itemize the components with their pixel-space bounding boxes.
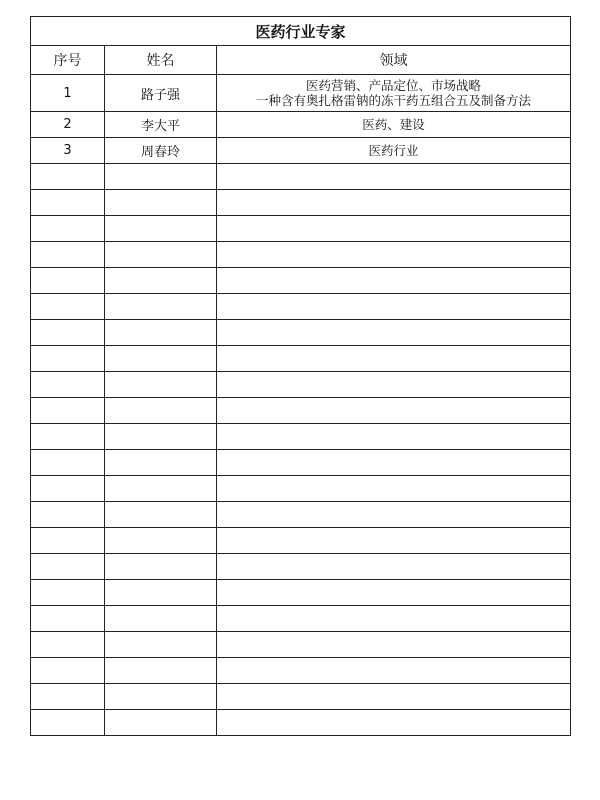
table-row xyxy=(31,164,571,190)
cell-field xyxy=(217,75,571,112)
table-row xyxy=(31,658,571,684)
table-row xyxy=(31,710,571,736)
table-row xyxy=(31,502,571,528)
expert-table-sheet xyxy=(30,16,570,736)
cell-name xyxy=(105,710,217,736)
cell-field xyxy=(217,658,571,684)
field-text: 医药行业 xyxy=(368,143,419,158)
cell-number xyxy=(31,580,105,606)
header-name: 姓名 xyxy=(105,46,217,75)
cell-field xyxy=(217,502,571,528)
cell-name xyxy=(105,658,217,684)
cell-field xyxy=(217,216,571,242)
table-row xyxy=(31,138,571,164)
cell-field xyxy=(217,372,571,398)
cell-name xyxy=(105,580,217,606)
cell-number xyxy=(31,164,105,190)
table-row xyxy=(31,476,571,502)
table-row xyxy=(31,268,571,294)
cell-name xyxy=(105,268,217,294)
cell-name xyxy=(105,528,217,554)
table-row xyxy=(31,320,571,346)
cell-number xyxy=(31,502,105,528)
table-title: 医药行业专家 xyxy=(31,17,571,46)
cell-field xyxy=(217,190,571,216)
table-row xyxy=(31,372,571,398)
header-field: 领域 xyxy=(217,46,571,75)
table-row xyxy=(31,346,571,372)
expert-table xyxy=(30,16,571,736)
field-text: 医药、建设 xyxy=(362,117,425,132)
table-row xyxy=(31,684,571,710)
cell-number xyxy=(31,294,105,320)
cell-field xyxy=(217,268,571,294)
cell-name xyxy=(105,424,217,450)
cell-name xyxy=(105,164,217,190)
cell-field xyxy=(217,242,571,268)
cell-number xyxy=(31,554,105,580)
cell-name: 路子强 xyxy=(105,75,217,112)
cell-name xyxy=(105,502,217,528)
cell-number xyxy=(31,398,105,424)
table-row xyxy=(31,398,571,424)
table-row xyxy=(31,190,571,216)
cell-field xyxy=(217,528,571,554)
table-row xyxy=(31,606,571,632)
table-row xyxy=(31,450,571,476)
cell-number xyxy=(31,632,105,658)
table-row xyxy=(31,112,571,138)
cell-field xyxy=(217,398,571,424)
cell-name xyxy=(105,554,217,580)
cell-number xyxy=(31,216,105,242)
cell-number xyxy=(31,242,105,268)
table-row xyxy=(31,528,571,554)
cell-number: 3 xyxy=(31,138,105,164)
cell-name xyxy=(105,606,217,632)
field-text: 一种含有奥扎格雷钠的冻干药五组合五及制备方法 xyxy=(256,93,532,108)
cell-number xyxy=(31,528,105,554)
cell-number xyxy=(31,710,105,736)
cell-name xyxy=(105,450,217,476)
header-number: 序号 xyxy=(31,46,105,75)
cell-name: 周春玲 xyxy=(105,138,217,164)
cell-field xyxy=(217,320,571,346)
field-text: 医药营销、产品定位、市场战略 xyxy=(306,78,482,93)
cell-number xyxy=(31,606,105,632)
cell-number xyxy=(31,320,105,346)
cell-name xyxy=(105,216,217,242)
cell-name xyxy=(105,684,217,710)
cell-field xyxy=(217,294,571,320)
table-row xyxy=(31,216,571,242)
table-row xyxy=(31,242,571,268)
cell-name xyxy=(105,398,217,424)
cell-number: 2 xyxy=(31,112,105,138)
cell-field xyxy=(217,684,571,710)
cell-name xyxy=(105,320,217,346)
cell-number xyxy=(31,476,105,502)
cell-field xyxy=(217,476,571,502)
cell-name xyxy=(105,632,217,658)
cell-field xyxy=(217,138,571,164)
cell-name xyxy=(105,372,217,398)
cell-field xyxy=(217,164,571,190)
cell-number: 1 xyxy=(31,75,105,112)
cell-field xyxy=(217,112,571,138)
cell-name xyxy=(105,294,217,320)
cell-field xyxy=(217,580,571,606)
cell-number xyxy=(31,372,105,398)
cell-field xyxy=(217,346,571,372)
table-row xyxy=(31,632,571,658)
table-body xyxy=(31,75,571,736)
cell-number xyxy=(31,346,105,372)
cell-field xyxy=(217,554,571,580)
table-row xyxy=(31,580,571,606)
cell-name xyxy=(105,242,217,268)
cell-name xyxy=(105,346,217,372)
cell-field xyxy=(217,632,571,658)
cell-number xyxy=(31,268,105,294)
table-row xyxy=(31,554,571,580)
cell-field xyxy=(217,710,571,736)
table-row xyxy=(31,424,571,450)
cell-name xyxy=(105,476,217,502)
cell-field xyxy=(217,606,571,632)
cell-field xyxy=(217,424,571,450)
cell-name: 李大平 xyxy=(105,112,217,138)
cell-number xyxy=(31,190,105,216)
cell-number xyxy=(31,684,105,710)
cell-field xyxy=(217,450,571,476)
cell-name xyxy=(105,190,217,216)
cell-number xyxy=(31,658,105,684)
cell-number xyxy=(31,450,105,476)
table-row xyxy=(31,294,571,320)
table-row xyxy=(31,75,571,112)
cell-number xyxy=(31,424,105,450)
